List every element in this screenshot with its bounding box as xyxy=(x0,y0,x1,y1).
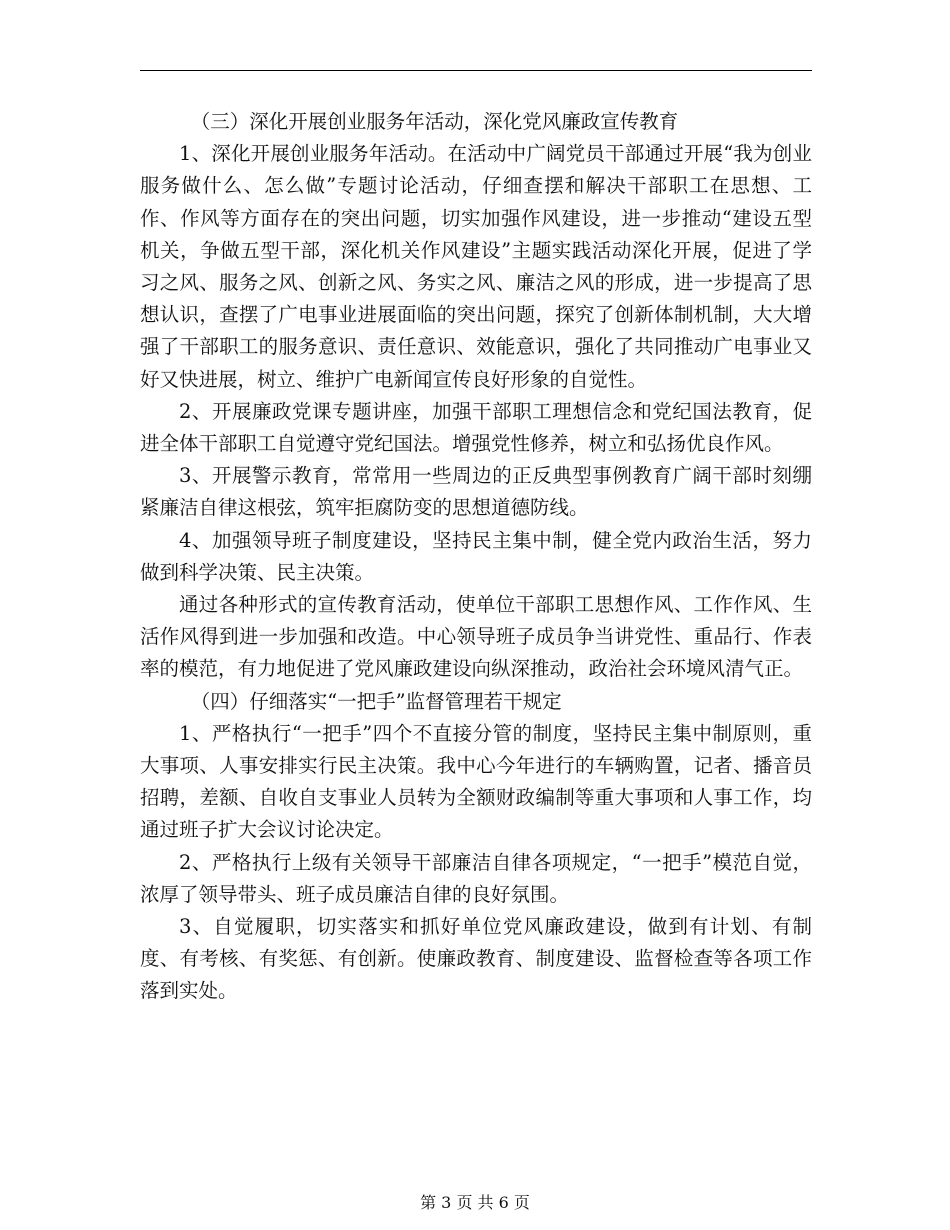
paragraph: 通过各种形式的宣传教育活动，使单位干部职工思想作风、工作作风、生活作风得到进一步加强和改造。中心领导班子成员争当讲党性、重品行、作表率的模范，有力地促进了党风廉政建设向纵深推动，政治社会环境风清气正。 xyxy=(140,593,812,681)
paragraph: 2、开展廉政党课专题讲座，加强干部职工理想信念和党纪国法教育，促进全体干部职工自觉遵守党纪国法。增强党性修养，树立和弘扬优良作风。 xyxy=(140,399,812,456)
paragraph: 1、深化开展创业服务年活动。在活动中广阔党员干部通过开展“我为创业服务做什么、怎么做”专题讨论活动，仔细查摆和解决干部职工在思想、工作、作风等方面存在的突出问题，切实加强作风建设，进一步推动“建设五型机关，争做五型干部，深化机关作风建设”主题实践活动深化开展，促进了学习之风、服务之风、创新之风、务实之风、廉洁之风的形成，进一步提高了思想认识，查摆了广电事业进展面临的突出问题，探究了创新体制机制，大大增强了干部职工的服务意识、责任意识、效能意识，强化了共同推动广电事业又好又快进展，树立、维护广电新闻宣传良好形象的自觉性。 xyxy=(140,142,812,391)
paragraph: 4、加强领导班子制度建设，坚持民主集中制，健全党内政治生活，努力做到科学决策、民主决策。 xyxy=(140,528,812,584)
paragraph: 1、严格执行“一把手”四个不直接分管的制度，坚持民主集中制原则，重大事项、人事安排实行民主决策。我中心今年进行的车辆购置，记者、播音员招聘，差额、自收自支事业人员转为全额财政编制等重大事项和人事工作，均通过班子扩大会议讨论决定。 xyxy=(140,721,812,842)
paragraph: 2、严格执行上级有关领导干部廉洁自律各项规定，“一把手”模范自觉，浓厚了领导带头、班子成员廉洁自律的良好氛围。 xyxy=(140,850,812,906)
page-footer: 第 3 页 共 6 页 xyxy=(420,1193,530,1212)
paragraph: 3、开展警示教育，常常用一些周边的正反典型事例教育广阔干部时刻绷紧廉洁自律这根弦，筑牢拒腐防变的思想道德防线。 xyxy=(140,464,812,520)
header-rule xyxy=(140,70,812,71)
paragraph: 3、自觉履职，切实落实和抓好单位党风廉政建设，做到有计划、有制度、有考核、有奖惩、有创新。使廉政教育、制度建设、监督检查等各项工作落到实处。 xyxy=(140,915,812,1003)
section-heading-3: （三）深化开展创业服务年活动，深化党风廉政宣传教育 xyxy=(190,110,679,133)
document-body xyxy=(140,106,812,1008)
section-heading-4: （四）仔细落实“一把手”监督管理若干规定 xyxy=(190,689,562,713)
